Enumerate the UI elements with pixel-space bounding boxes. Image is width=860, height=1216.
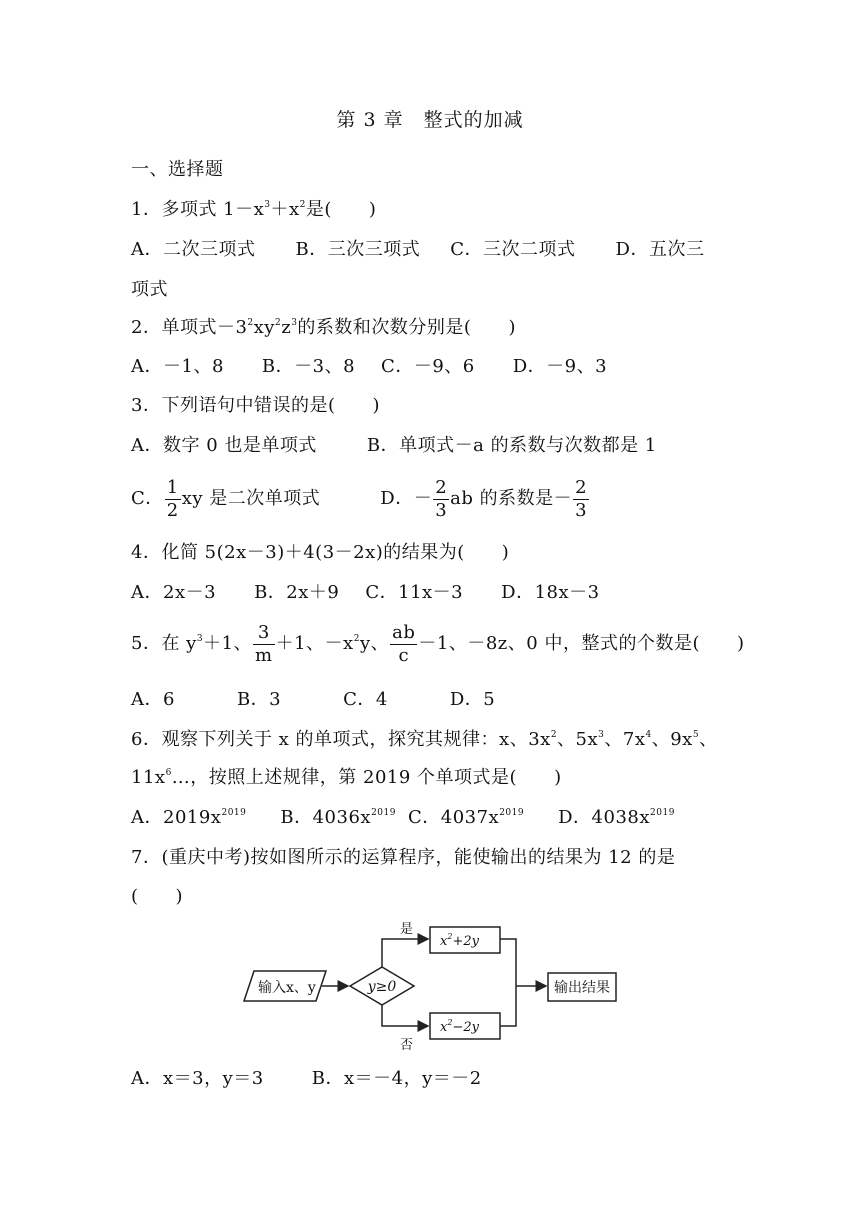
question-2-options <box>131 355 607 379</box>
option-b: B．－3、8 <box>261 356 356 377</box>
option-b: B．单项式－a 的系数与次数都是 1 <box>366 435 657 456</box>
yes-box-formula: $x^2+2y$ <box>440 932 479 949</box>
option-d: D．18x－3 <box>501 582 600 603</box>
option-d: D．－ $\frac{2}{3}$ ab 的系数是－ $\frac{2}{3}$ <box>380 476 588 521</box>
option-d: D．－9、3 <box>512 356 608 377</box>
option-b: B．三次三项式 <box>295 239 421 260</box>
option-b: B．$4036x^{2019}$ <box>280 807 396 828</box>
option-a: A．$2019x^{2019}$ <box>131 807 247 828</box>
question-6-stem-line2: $11x^6\dots$，按照上述规律，第 2019 个单项式是( ) <box>131 767 562 788</box>
fraction: $\frac{2}{3}$ <box>435 476 448 521</box>
option-a: A．数字 0 也是单项式 <box>131 435 317 456</box>
option-b: B．3 <box>236 689 282 710</box>
fraction: $\frac{2}{3}$ <box>575 476 588 521</box>
question-4-stem: 4．化简 5(2x－3)＋4(3－2x)的结果为( ) <box>131 542 510 563</box>
option-c: C．－9、6 <box>381 356 475 377</box>
yes-label: 是 <box>400 922 414 937</box>
question-5-stem: 5．在 $y^3+1$、 $\frac{3}{m}$ ＋1、$-x^2y$、 $\frac{ab}{c}$ －1、－8z、0 中，整式的个数是( ) <box>131 621 745 666</box>
question-6-options <box>131 806 675 830</box>
option-a: A．二次三项式 <box>131 239 256 260</box>
option-c: C． $\frac{1}{2}$ xy 是二次单项式 <box>131 476 321 521</box>
question-1-option-d-cont: 项式 <box>131 279 168 300</box>
option-a: A．－1、8 <box>131 356 224 377</box>
option-d: D．$4038x^{2019}$ <box>558 807 675 828</box>
section-heading: 一、选择题 <box>131 159 224 180</box>
condition-label: y≥0 <box>367 979 397 995</box>
no-box-formula: $x^2-2y$ <box>440 1018 479 1035</box>
output-label: 输出结果 <box>554 980 610 996</box>
fraction: $\frac{3}{m}$ <box>255 621 273 666</box>
option-b: B．2x＋9 <box>254 582 340 603</box>
option-a: A．2x－3 <box>131 582 217 603</box>
question-4-options <box>131 581 600 605</box>
question-3-options-cd <box>131 475 590 523</box>
question-3-stem: 3．下列语句中错误的是( ) <box>131 395 380 416</box>
question-7-stem: 7．(重庆中考)按如图所示的运算程序，能使输出的结果为 12 的是 <box>131 847 676 868</box>
question-1-stem: 1．多项式 $1-x^3+x^2$是( ) <box>131 199 377 220</box>
question-6-stem-line1: 6．观察下列关于 x 的单项式，探究其规律：x、$3x^2$、$5x^3$、$7x^4$、$9x^5$、 <box>131 729 718 750</box>
option-b: B．x＝－4，y＝－2 <box>311 1068 482 1089</box>
question-5-options <box>131 688 495 712</box>
option-c: C．11x－3 <box>365 582 464 603</box>
question-7-options <box>131 1067 482 1091</box>
fraction: $\frac{ab}{c}$ <box>392 621 416 666</box>
option-a: A．6 <box>131 689 175 710</box>
chapter-title: 第 3 章 整式的加减 <box>336 109 524 131</box>
no-arrow <box>382 1005 428 1026</box>
option-d: D．5 <box>449 689 496 710</box>
option-c: C．$4037x^{2019}$ <box>407 807 525 828</box>
question-7-stem-cont: ( ) <box>131 886 184 907</box>
flowchart <box>240 913 620 1063</box>
fraction: $\frac{1}{2}$ <box>166 476 179 521</box>
option-d: D．五次三 <box>615 239 705 260</box>
merge-line <box>500 939 516 1026</box>
option-a: A．x＝3，y＝3 <box>131 1068 264 1089</box>
input-label: 输入x、y <box>258 980 316 996</box>
yes-arrow <box>382 939 428 967</box>
question-3-options-ab <box>131 434 657 458</box>
option-c: C．三次二项式 <box>450 239 576 260</box>
no-label: 否 <box>400 1038 414 1053</box>
question-1-options <box>131 238 704 262</box>
question-2-stem: 2．单项式$-3^2xy^2z^3$的系数和次数分别是( ) <box>131 317 516 338</box>
option-c: C．4 <box>343 689 388 710</box>
